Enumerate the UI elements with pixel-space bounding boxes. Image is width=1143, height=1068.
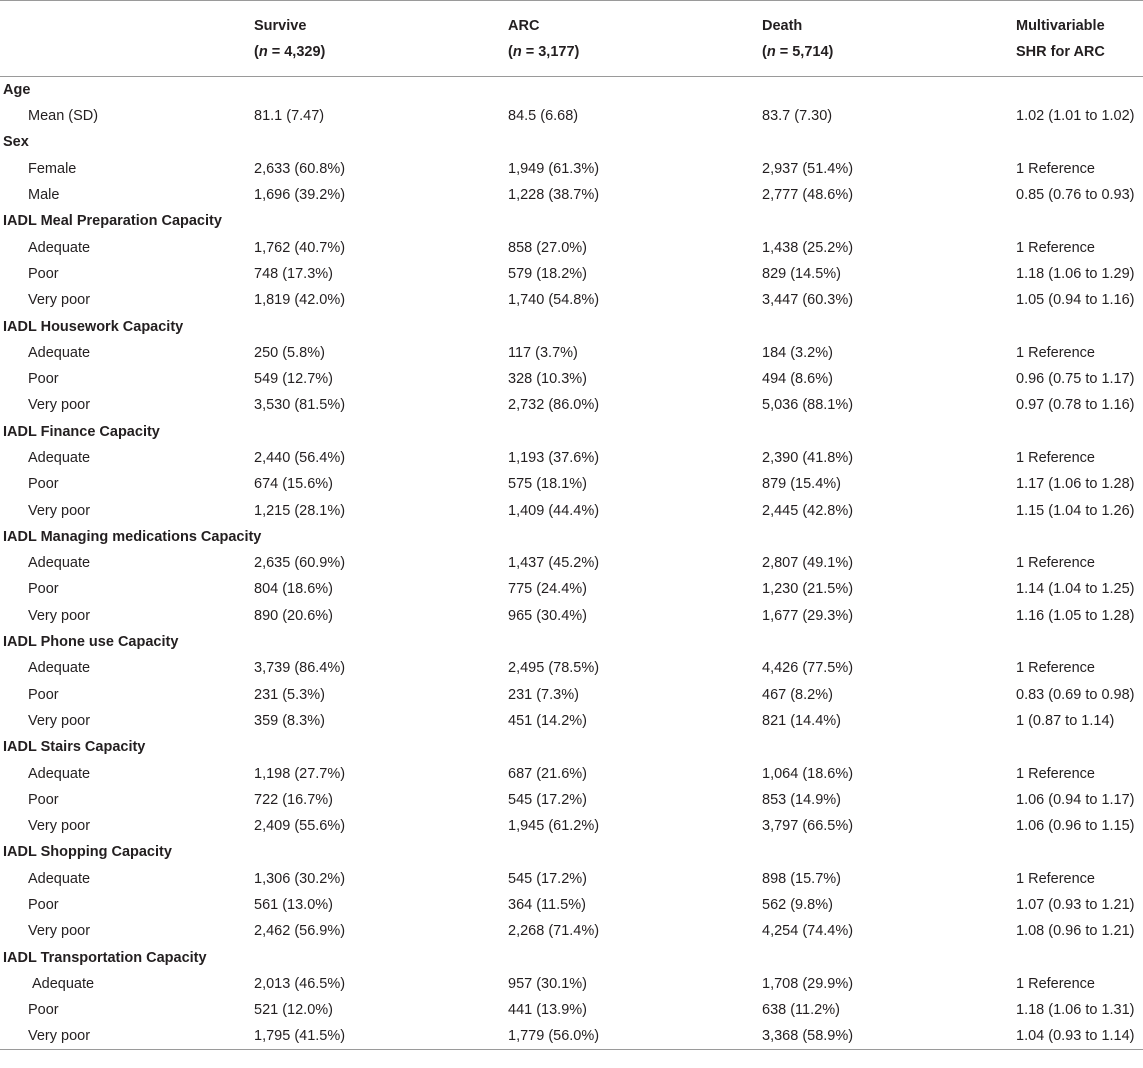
- table-row: [0, 445, 1143, 471]
- cell-survive: 250 (5.8%): [254, 344, 325, 361]
- cell-arc: 117 (3.7%): [508, 344, 578, 361]
- row-label: Very poor: [28, 397, 91, 414]
- cell-death: 2,777 (48.6%): [762, 187, 854, 204]
- cell-shr: 1 Reference: [1016, 660, 1095, 677]
- row-label: Mean (SD): [28, 108, 99, 125]
- cell-survive: 521 (12.0%): [254, 1002, 333, 1019]
- table-row: [0, 918, 1143, 944]
- row-label: Very poor: [28, 1028, 91, 1045]
- section-row: [0, 419, 1143, 445]
- header-blank: [0, 1, 254, 77]
- row-label: Poor: [28, 791, 59, 808]
- table-row: [0, 708, 1143, 734]
- cell-death: 3,447 (60.3%): [762, 292, 854, 309]
- cell-survive: 804 (18.6%): [254, 581, 333, 598]
- cell-survive: 1,215 (28.1%): [254, 502, 346, 519]
- table-body: [0, 77, 1143, 1050]
- header-shr: [1016, 1, 1143, 77]
- cell-shr: 1.17 (1.06 to 1.28): [1016, 476, 1135, 493]
- cell-death: 1,438 (25.2%): [762, 239, 854, 256]
- cell-survive: 2,013 (46.5%): [254, 975, 346, 992]
- cell-shr: 1 Reference: [1016, 975, 1095, 992]
- row-label: Poor: [28, 1002, 59, 1019]
- header-death: [762, 1, 1016, 77]
- row-label: Female: [28, 160, 77, 177]
- table-row: [0, 997, 1143, 1023]
- cell-death: 4,254 (74.4%): [762, 923, 854, 940]
- header-arc-n: (n = 3,177): [508, 44, 580, 60]
- section-title: IADL Meal Preparation Capacity: [3, 213, 222, 230]
- cell-survive: 1,306 (30.2%): [254, 870, 346, 887]
- row-label: Poor: [28, 371, 59, 388]
- row-label: Very poor: [28, 923, 91, 940]
- cell-arc: 1,409 (44.4%): [508, 502, 600, 519]
- cell-shr: 1 Reference: [1016, 555, 1095, 572]
- cell-death: 898 (15.7%): [762, 870, 841, 887]
- table-row: [0, 813, 1143, 839]
- cell-survive: 674 (15.6%): [254, 476, 333, 493]
- section-title: IADL Managing medications Capacity: [3, 528, 262, 545]
- cell-shr: 1.16 (1.05 to 1.28): [1016, 607, 1135, 624]
- cell-arc: 1,740 (54.8%): [508, 292, 600, 309]
- table-row: [0, 866, 1143, 892]
- section-title: IADL Housework Capacity: [3, 318, 184, 335]
- cell-arc: 2,732 (86.0%): [508, 397, 600, 414]
- row-label: Poor: [28, 476, 59, 493]
- row-label: Adequate: [28, 765, 91, 782]
- cell-shr: 0.96 (0.75 to 1.17): [1016, 371, 1135, 388]
- cell-survive: 359 (8.3%): [254, 712, 325, 729]
- table-row: [0, 471, 1143, 497]
- cell-shr: 1 Reference: [1016, 160, 1095, 177]
- cell-arc: 1,779 (56.0%): [508, 1028, 600, 1045]
- cell-arc: 231 (7.3%): [508, 686, 579, 703]
- cell-arc: 441 (13.9%): [508, 1002, 587, 1019]
- row-label: Poor: [28, 265, 59, 282]
- cell-arc: 1,193 (37.6%): [508, 450, 600, 466]
- cell-death: 821 (14.4%): [762, 712, 841, 729]
- cell-death: 2,445 (42.8%): [762, 502, 854, 519]
- cell-survive: 890 (20.6%): [254, 607, 333, 624]
- cell-death: 494 (8.6%): [762, 371, 833, 388]
- table-row: [0, 340, 1143, 366]
- table-row: [0, 576, 1143, 602]
- cell-survive: 2,409 (55.6%): [254, 818, 346, 835]
- cell-survive: 81.1 (7.47): [254, 108, 325, 125]
- cell-arc: 2,495 (78.5%): [508, 660, 600, 677]
- cell-death: 3,797 (66.5%): [762, 818, 854, 835]
- section-row: [0, 129, 1143, 155]
- row-label: Adequate: [28, 450, 91, 466]
- cell-death: 4,426 (77.5%): [762, 660, 854, 677]
- table-row: [0, 103, 1143, 129]
- cell-shr: 1 (0.87 to 1.14): [1016, 712, 1115, 729]
- row-label: Poor: [28, 581, 59, 598]
- table-row: [0, 156, 1143, 182]
- cell-survive: 2,633 (60.8%): [254, 160, 346, 177]
- cell-shr: 1.06 (0.94 to 1.17): [1016, 791, 1135, 808]
- cell-death: 2,807 (49.1%): [762, 555, 854, 572]
- row-label: Poor: [28, 897, 59, 914]
- table-row: [0, 287, 1143, 313]
- cell-shr: 1.07 (0.93 to 1.21): [1016, 897, 1135, 914]
- cell-death: 1,708 (29.9%): [762, 975, 854, 992]
- cell-survive: 1,819 (42.0%): [254, 292, 346, 309]
- cell-arc: 328 (10.3%): [508, 371, 587, 388]
- cell-death: 562 (9.8%): [762, 897, 833, 914]
- cell-survive: 722 (16.7%): [254, 791, 333, 808]
- row-label: Very poor: [28, 818, 91, 835]
- row-label: Very poor: [28, 712, 91, 729]
- cell-shr: 1.05 (0.94 to 1.16): [1016, 292, 1135, 309]
- row-label: Male: [28, 187, 60, 204]
- cell-arc: 687 (21.6%): [508, 765, 587, 782]
- table-row: [0, 550, 1143, 576]
- cell-shr: 1.14 (1.04 to 1.25): [1016, 581, 1135, 598]
- table-row: [0, 787, 1143, 813]
- cell-shr: 0.85 (0.76 to 0.93): [1016, 187, 1135, 204]
- cell-arc: 1,437 (45.2%): [508, 555, 600, 572]
- cell-survive: 1,795 (41.5%): [254, 1028, 346, 1045]
- row-label: Adequate: [28, 660, 91, 677]
- header-survive-n: (n = 4,329): [254, 44, 326, 60]
- table-row: [0, 261, 1143, 287]
- table-row: [0, 655, 1143, 681]
- table-row: [0, 182, 1143, 208]
- header-death-n: (n = 5,714): [762, 44, 834, 60]
- cell-death: 829 (14.5%): [762, 265, 841, 282]
- row-label: Poor: [28, 686, 59, 703]
- row-label: Adequate: [28, 239, 91, 256]
- section-row: [0, 524, 1143, 550]
- section-title: IADL Finance Capacity: [3, 423, 160, 440]
- cell-arc: 545 (17.2%): [508, 791, 587, 808]
- cell-arc: 545 (17.2%): [508, 870, 587, 887]
- cell-death: 2,937 (51.4%): [762, 160, 854, 177]
- cell-arc: 858 (27.0%): [508, 239, 587, 256]
- section-row: [0, 77, 1143, 104]
- cell-shr: 1 Reference: [1016, 765, 1095, 782]
- cell-arc: 575 (18.1%): [508, 476, 587, 493]
- cell-survive: 1,198 (27.7%): [254, 765, 346, 782]
- cell-shr: 1.02 (1.01 to 1.02): [1016, 108, 1135, 125]
- cell-shr: 1 Reference: [1016, 239, 1095, 256]
- cell-arc: 965 (30.4%): [508, 607, 587, 624]
- cell-arc: 364 (11.5%): [508, 897, 586, 914]
- section-row: [0, 313, 1143, 339]
- cell-death: 3,368 (58.9%): [762, 1028, 854, 1045]
- section-title: IADL Shopping Capacity: [3, 844, 172, 861]
- cell-shr: 1.06 (0.96 to 1.15): [1016, 818, 1135, 835]
- header-death-label: Death: [762, 18, 803, 34]
- table-row: [0, 603, 1143, 629]
- cell-arc: 957 (30.1%): [508, 975, 587, 992]
- row-label: Very poor: [28, 502, 91, 519]
- table-row: [0, 1023, 1143, 1050]
- cell-death: 5,036 (88.1%): [762, 397, 854, 414]
- cell-arc: 451 (14.2%): [508, 712, 587, 729]
- cell-shr: 0.97 (0.78 to 1.16): [1016, 397, 1135, 414]
- cell-survive: 1,762 (40.7%): [254, 239, 346, 256]
- header-shr-line1: Multivariable: [1016, 18, 1105, 34]
- cell-shr: 1.04 (0.93 to 1.14): [1016, 1028, 1135, 1045]
- cell-arc: 1,949 (61.3%): [508, 160, 600, 177]
- cell-survive: 748 (17.3%): [254, 265, 333, 282]
- table-row: [0, 892, 1143, 918]
- cell-death: 2,390 (41.8%): [762, 450, 854, 466]
- cell-survive: 561 (13.0%): [254, 897, 333, 914]
- row-label: Adequate: [32, 975, 95, 992]
- section-row: [0, 208, 1143, 234]
- section-title: Sex: [3, 134, 29, 151]
- cell-survive: 3,530 (81.5%): [254, 397, 346, 414]
- cell-arc: 84.5 (6.68): [508, 108, 579, 125]
- cell-shr: 1.08 (0.96 to 1.21): [1016, 923, 1135, 940]
- row-label: Very poor: [28, 607, 91, 624]
- table-row: [0, 366, 1143, 392]
- header-survive-label: Survive: [254, 18, 307, 34]
- cell-arc: 579 (18.2%): [508, 265, 587, 282]
- cell-shr: 1 Reference: [1016, 870, 1095, 887]
- table-row: [0, 497, 1143, 523]
- header-shr-line2: SHR for ARC: [1016, 44, 1105, 60]
- cell-arc: 1,945 (61.2%): [508, 818, 600, 835]
- table-row: [0, 234, 1143, 260]
- section-title: IADL Phone use Capacity: [3, 634, 179, 651]
- cell-death: 638 (11.2%): [762, 1002, 840, 1019]
- cell-survive: 2,462 (56.9%): [254, 923, 346, 940]
- cell-survive: 1,696 (39.2%): [254, 187, 346, 204]
- table-row: [0, 971, 1143, 997]
- cell-shr: 1 Reference: [1016, 450, 1095, 466]
- cell-survive: 549 (12.7%): [254, 371, 333, 388]
- section-row: [0, 629, 1143, 655]
- cell-shr: 1.18 (1.06 to 1.31): [1016, 1002, 1135, 1019]
- cell-arc: 775 (24.4%): [508, 581, 587, 598]
- cell-survive: 3,739 (86.4%): [254, 660, 346, 677]
- table-row: [0, 760, 1143, 786]
- section-row: [0, 734, 1143, 760]
- cell-shr: 1 Reference: [1016, 344, 1095, 361]
- row-label: Adequate: [28, 555, 91, 572]
- cell-shr: 1.15 (1.04 to 1.26): [1016, 502, 1135, 519]
- cell-death: 1,230 (21.5%): [762, 581, 854, 598]
- cell-death: 853 (14.9%): [762, 791, 841, 808]
- header-survive: [254, 1, 508, 77]
- cell-arc: 1,228 (38.7%): [508, 187, 600, 204]
- section-title: Age: [3, 82, 31, 98]
- cell-death: 467 (8.2%): [762, 686, 833, 703]
- header-row: [0, 1, 1143, 77]
- row-label: Very poor: [28, 292, 91, 309]
- header-arc: [508, 1, 762, 77]
- cell-survive: 2,635 (60.9%): [254, 555, 346, 572]
- table-header: [0, 1, 1143, 77]
- cell-survive: 2,440 (56.4%): [254, 450, 346, 466]
- header-arc-label: ARC: [508, 18, 540, 34]
- section-title: IADL Transportation Capacity: [3, 949, 207, 966]
- cell-death: 879 (15.4%): [762, 476, 841, 493]
- section-row: [0, 945, 1143, 971]
- cell-death: 184 (3.2%): [762, 344, 833, 361]
- section-row: [0, 839, 1143, 865]
- table-row: [0, 682, 1143, 708]
- cell-shr: 1.18 (1.06 to 1.29): [1016, 265, 1135, 282]
- table-row: [0, 392, 1143, 418]
- cell-arc: 2,268 (71.4%): [508, 923, 600, 940]
- cell-survive: 231 (5.3%): [254, 686, 325, 703]
- cell-death: 1,677 (29.3%): [762, 607, 854, 624]
- row-label: Adequate: [28, 870, 91, 887]
- section-title: IADL Stairs Capacity: [3, 739, 146, 756]
- cell-death: 1,064 (18.6%): [762, 765, 854, 782]
- cell-shr: 0.83 (0.69 to 0.98): [1016, 686, 1135, 703]
- row-label: Adequate: [28, 344, 91, 361]
- cell-death: 83.7 (7.30): [762, 108, 833, 125]
